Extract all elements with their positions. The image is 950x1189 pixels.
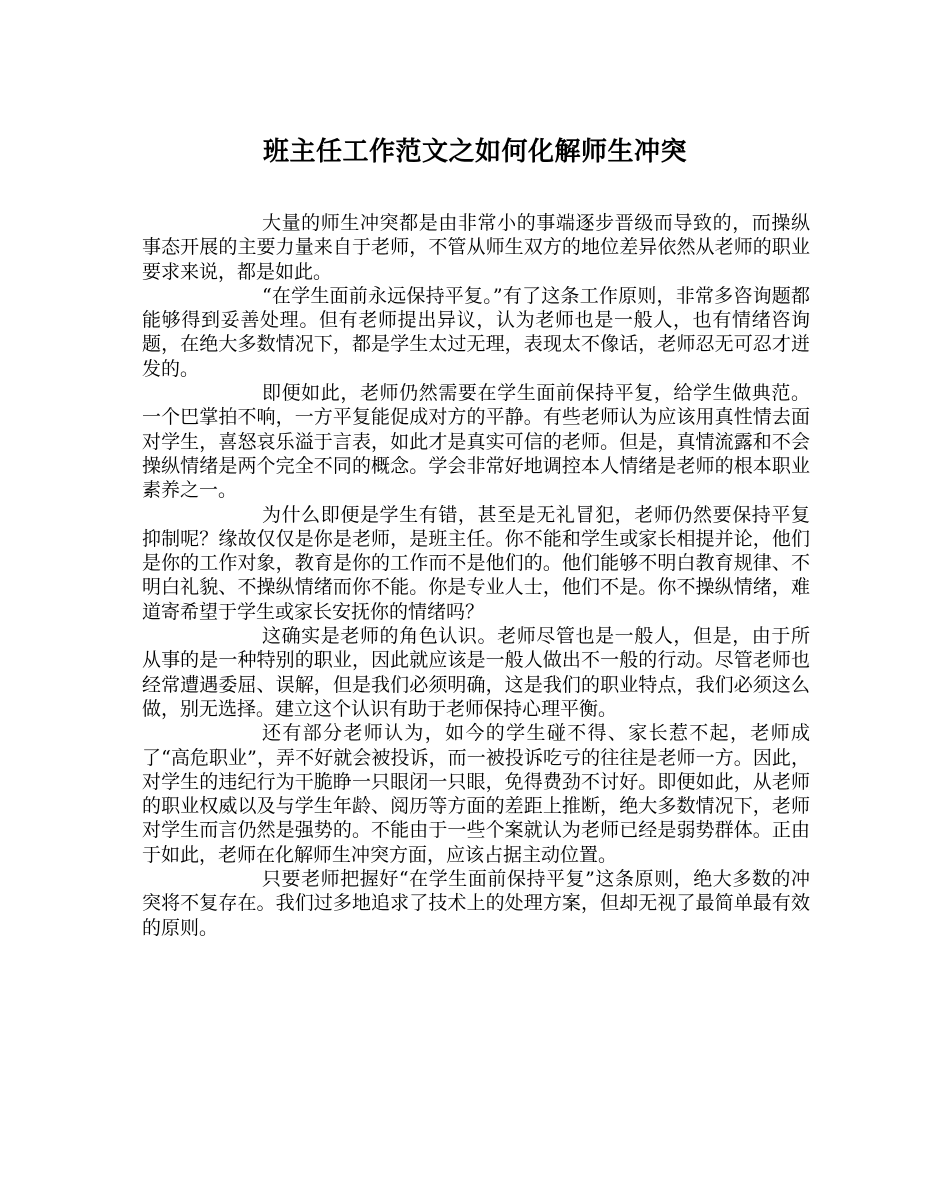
paragraph-6: 还有部分老师认为，如今的学生碰不得、家长惹不起，老师成了“高危职业”，弄不好就会被投诉，而一被投诉吃亏的往往是老师一方。因此，对学生的违纪行为干脆睁一只眼闭一只眼，免得费劲不讨好。即便如此，从老师的职业权威以及与学生年龄、阅历等方面的差距上推断，绝大多数情况下，老师对学生而言仍然是强势的。不能由于一些个案就认为老师已经是弱势群体。正由于如此，老师在化解师生冲突方面，应该占据主动位置。 xyxy=(142,722,810,866)
paragraph-7: 只要老师把握好“在学生面前保持平复”这条原则，绝大多数的冲突将不复存在。我们过多地追求了技术上的处理方案，但却无视了最简单最有效的原则。 xyxy=(142,868,810,939)
document-title: 班主任工作范文之如何化解师生冲突 xyxy=(262,137,687,167)
paragraph-1: 大量的师生冲突都是由非常小的事端逐步晋级而导致的，而操纵事态开展的主要力量来自于老师，不管从师生双方的地位差异依然从老师的职业要求来说，都是如此。 xyxy=(142,212,810,283)
paragraph-5: 这确实是老师的角色认识。老师尽管也是一般人，但是，由于所从事的是一种特别的职业，因此就应该是一般人做出不一般的行动。尽管老师也经常遭遇委屈、误解，但是我们必须明确，这是我们的职业特点，我们必须这么做，别无选择。建立这个认识有助于老师保持心理平衡。 xyxy=(142,625,810,720)
paragraph-4: 为什么即便是学生有错，甚至是无礼冒犯，老师仍然要保持平复抑制呢？缘故仅仅是你是老师，是班主任。你不能和学生或家长相提并论，他们是你的工作对象，教育是你的工作而不是他们的。他们能够不明白教育规律、不明白礼貌、不操纵情绪而你不能。你是专业人士，他们不是。你不操纵情绪，难道寄希望于学生或家长安抚你的情绪吗？ xyxy=(142,503,810,623)
paragraph-3: 即便如此，老师仍然需要在学生面前保持平复，给学生做典范。一个巴掌拍不响，一方平复能促成对方的平静。有些老师认为应该用真性情去面对学生，喜怒哀乐溢于言表，如此才是真实可信的老师。但是，真情流露和不会操纵情绪是两个完全不同的概念。学会非常好地调控本人情绪是老师的根本职业素养之一。 xyxy=(142,382,810,502)
paragraph-2: “在学生面前永远保持平复。”有了这条工作原则，非常多咨询题都能够得到妥善处理。但有老师提出异议，认为老师也是一般人，也有情绪咨询题，在绝大多数情况下，都是学生太过无理，表现太不像话，老师忍无可忍才迸发的。 xyxy=(142,284,810,380)
document-body xyxy=(142,211,810,940)
